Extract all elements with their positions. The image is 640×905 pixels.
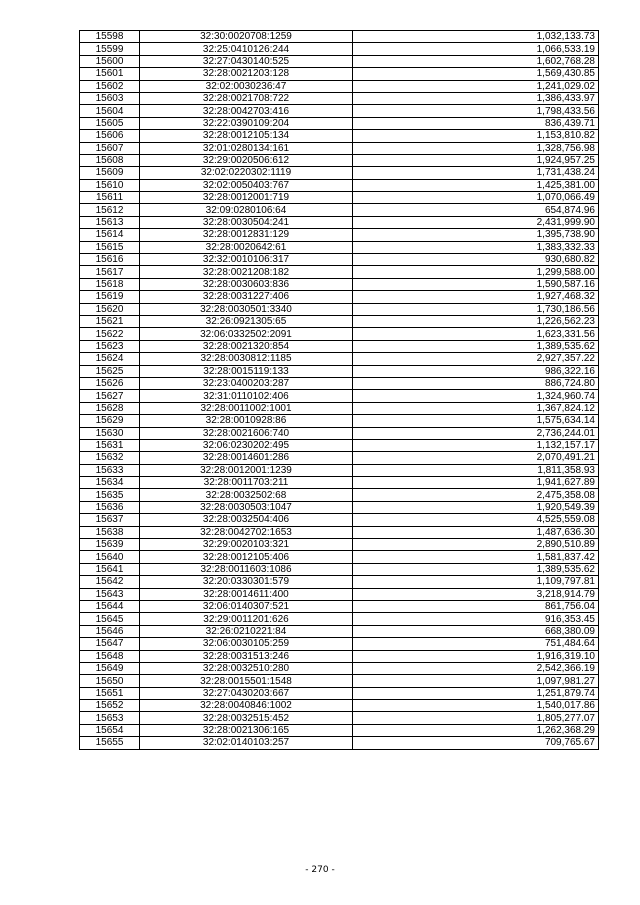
cadastral-number-cell: 32:28:0030501:3340 bbox=[140, 303, 353, 315]
cadastral-number-cell: 32:28:0031513:246 bbox=[140, 650, 353, 662]
cadastral-number-cell: 32:28:0010928:86 bbox=[140, 415, 353, 427]
table-row bbox=[80, 576, 599, 588]
row-id-cell: 15634 bbox=[80, 477, 140, 489]
amount-cell: 1,798,433.56 bbox=[353, 105, 599, 117]
table-row bbox=[80, 712, 599, 724]
table-row bbox=[80, 43, 599, 55]
cadastral-number-cell: 32:06:0230202:495 bbox=[140, 439, 353, 451]
cadastral-number-cell: 32:28:0030812:1185 bbox=[140, 353, 353, 365]
cadastral-number-cell: 32:31:0110102:406 bbox=[140, 390, 353, 402]
row-id-cell: 15636 bbox=[80, 501, 140, 513]
cadastral-number-cell: 32:06:0030105:259 bbox=[140, 638, 353, 650]
row-id-cell: 15640 bbox=[80, 551, 140, 563]
row-id-cell: 15628 bbox=[80, 402, 140, 414]
row-id-cell: 15652 bbox=[80, 700, 140, 712]
row-id-cell: 15625 bbox=[80, 365, 140, 377]
table-row bbox=[80, 687, 599, 699]
table-row bbox=[80, 724, 599, 736]
amount-cell: 1,389,535.62 bbox=[353, 563, 599, 575]
cadastral-number-cell: 32:28:0012105:406 bbox=[140, 551, 353, 563]
row-id-cell: 15654 bbox=[80, 724, 140, 736]
row-id-cell: 15641 bbox=[80, 563, 140, 575]
table-row bbox=[80, 291, 599, 303]
cadastral-number-cell: 32:26:0210221:84 bbox=[140, 625, 353, 637]
amount-cell: 1,811,358.93 bbox=[353, 464, 599, 476]
cadastral-number-cell: 32:28:0032504:406 bbox=[140, 514, 353, 526]
amount-cell: 1,731,438.24 bbox=[353, 167, 599, 179]
table-row bbox=[80, 142, 599, 154]
table-row bbox=[80, 464, 599, 476]
amount-cell: 2,542,366.19 bbox=[353, 662, 599, 674]
table-row bbox=[80, 551, 599, 563]
row-id-cell: 15620 bbox=[80, 303, 140, 315]
table-row bbox=[80, 216, 599, 228]
cadastral-number-cell: 32:28:0012105:134 bbox=[140, 130, 353, 142]
row-id-cell: 15619 bbox=[80, 291, 140, 303]
table-row bbox=[80, 415, 599, 427]
cadastral-number-cell: 32:28:0030504:241 bbox=[140, 216, 353, 228]
cadastral-number-cell: 32:28:0021306:165 bbox=[140, 724, 353, 736]
row-id-cell: 15632 bbox=[80, 452, 140, 464]
table-row bbox=[80, 514, 599, 526]
table-row bbox=[80, 31, 599, 43]
row-id-cell: 15618 bbox=[80, 278, 140, 290]
table-row bbox=[80, 68, 599, 80]
cadastral-number-cell: 32:32:0010106:317 bbox=[140, 254, 353, 266]
table-row bbox=[80, 439, 599, 451]
row-id-cell: 15629 bbox=[80, 415, 140, 427]
amount-cell: 1,924,957.25 bbox=[353, 154, 599, 166]
table-row bbox=[80, 588, 599, 600]
cadastral-number-cell: 32:20:0330301:579 bbox=[140, 576, 353, 588]
table-row bbox=[80, 477, 599, 489]
row-id-cell: 15627 bbox=[80, 390, 140, 402]
row-id-cell: 15623 bbox=[80, 340, 140, 352]
table-row bbox=[80, 80, 599, 92]
amount-cell: 930,680.82 bbox=[353, 254, 599, 266]
row-id-cell: 15622 bbox=[80, 328, 140, 340]
table-row bbox=[80, 266, 599, 278]
table-row bbox=[80, 179, 599, 191]
row-id-cell: 15614 bbox=[80, 229, 140, 241]
table-row bbox=[80, 539, 599, 551]
row-id-cell: 15616 bbox=[80, 254, 140, 266]
row-id-cell: 15648 bbox=[80, 650, 140, 662]
table-row bbox=[80, 340, 599, 352]
amount-cell: 1,730,186.56 bbox=[353, 303, 599, 315]
row-id-cell: 15610 bbox=[80, 179, 140, 191]
amount-cell: 2,890,510.89 bbox=[353, 539, 599, 551]
table-row bbox=[80, 377, 599, 389]
table-row bbox=[80, 563, 599, 575]
amount-cell: 886,724.80 bbox=[353, 377, 599, 389]
table-row bbox=[80, 700, 599, 712]
cadastral-number-cell: 32:27:0430203:667 bbox=[140, 687, 353, 699]
table-row bbox=[80, 55, 599, 67]
row-id-cell: 15601 bbox=[80, 68, 140, 80]
cadastral-number-cell: 32:28:0032515:452 bbox=[140, 712, 353, 724]
row-id-cell: 15600 bbox=[80, 55, 140, 67]
table-row bbox=[80, 254, 599, 266]
amount-cell: 916,353.45 bbox=[353, 613, 599, 625]
cadastral-number-cell: 32:28:0032502:68 bbox=[140, 489, 353, 501]
table-body bbox=[80, 31, 599, 750]
cadastral-number-cell: 32:22:0390109:204 bbox=[140, 117, 353, 129]
row-id-cell: 15643 bbox=[80, 588, 140, 600]
cadastral-number-cell: 32:28:0042703:416 bbox=[140, 105, 353, 117]
table-row bbox=[80, 105, 599, 117]
row-id-cell: 15631 bbox=[80, 439, 140, 451]
cadastral-number-cell: 32:01:0280134:161 bbox=[140, 142, 353, 154]
row-id-cell: 15613 bbox=[80, 216, 140, 228]
table-row bbox=[80, 278, 599, 290]
table-row bbox=[80, 365, 599, 377]
row-id-cell: 15650 bbox=[80, 675, 140, 687]
amount-cell: 1,132,157.17 bbox=[353, 439, 599, 451]
table-row bbox=[80, 229, 599, 241]
amount-cell: 1,070,066.49 bbox=[353, 192, 599, 204]
amount-cell: 836,439.71 bbox=[353, 117, 599, 129]
amount-cell: 1,425,381.00 bbox=[353, 179, 599, 191]
row-id-cell: 15647 bbox=[80, 638, 140, 650]
amount-cell: 1,226,562.23 bbox=[353, 315, 599, 327]
amount-cell: 1,383,332.33 bbox=[353, 241, 599, 253]
amount-cell: 1,941,627.89 bbox=[353, 477, 599, 489]
cadastral-number-cell: 32:28:0011703:211 bbox=[140, 477, 353, 489]
cadastral-number-cell: 32:28:0021708:722 bbox=[140, 92, 353, 104]
cadastral-number-cell: 32:28:0015119:133 bbox=[140, 365, 353, 377]
amount-cell: 2,736,244.01 bbox=[353, 427, 599, 439]
table-row bbox=[80, 92, 599, 104]
table-row bbox=[80, 638, 599, 650]
data-table bbox=[79, 30, 599, 750]
table-row bbox=[80, 501, 599, 513]
table-row bbox=[80, 303, 599, 315]
row-id-cell: 15621 bbox=[80, 315, 140, 327]
cadastral-number-cell: 32:27:0430140:525 bbox=[140, 55, 353, 67]
cadastral-number-cell: 32:06:0332502:2091 bbox=[140, 328, 353, 340]
row-id-cell: 15606 bbox=[80, 130, 140, 142]
amount-cell: 2,431,999.90 bbox=[353, 216, 599, 228]
cadastral-number-cell: 32:28:0012001:719 bbox=[140, 192, 353, 204]
cadastral-number-cell: 32:28:0021208:182 bbox=[140, 266, 353, 278]
table-row bbox=[80, 625, 599, 637]
row-id-cell: 15612 bbox=[80, 204, 140, 216]
cadastral-number-cell: 32:09:0280106:64 bbox=[140, 204, 353, 216]
table-row bbox=[80, 167, 599, 179]
table-row bbox=[80, 452, 599, 464]
table-row bbox=[80, 241, 599, 253]
row-id-cell: 15607 bbox=[80, 142, 140, 154]
table-row bbox=[80, 192, 599, 204]
row-id-cell: 15630 bbox=[80, 427, 140, 439]
amount-cell: 668,380.09 bbox=[353, 625, 599, 637]
cadastral-number-cell: 32:28:0042702:1653 bbox=[140, 526, 353, 538]
row-id-cell: 15603 bbox=[80, 92, 140, 104]
table-row bbox=[80, 737, 599, 749]
row-id-cell: 15653 bbox=[80, 712, 140, 724]
amount-cell: 1,927,468.32 bbox=[353, 291, 599, 303]
amount-cell: 1,590,587.16 bbox=[353, 278, 599, 290]
table-row bbox=[80, 600, 599, 612]
row-id-cell: 15604 bbox=[80, 105, 140, 117]
amount-cell: 2,070,491.21 bbox=[353, 452, 599, 464]
row-id-cell: 15605 bbox=[80, 117, 140, 129]
row-id-cell: 15624 bbox=[80, 353, 140, 365]
cadastral-number-cell: 32:28:0011603:1086 bbox=[140, 563, 353, 575]
amount-cell: 1,299,588.00 bbox=[353, 266, 599, 278]
row-id-cell: 15598 bbox=[80, 31, 140, 43]
row-id-cell: 15645 bbox=[80, 613, 140, 625]
cadastral-number-cell: 32:28:0014601:286 bbox=[140, 452, 353, 464]
row-id-cell: 15637 bbox=[80, 514, 140, 526]
amount-cell: 1,153,810.82 bbox=[353, 130, 599, 142]
amount-cell: 1,251,879.74 bbox=[353, 687, 599, 699]
row-id-cell: 15639 bbox=[80, 539, 140, 551]
row-id-cell: 15646 bbox=[80, 625, 140, 637]
table-row bbox=[80, 613, 599, 625]
table-row bbox=[80, 675, 599, 687]
amount-cell: 1,916,319.10 bbox=[353, 650, 599, 662]
cadastral-number-cell: 32:28:0031227:406 bbox=[140, 291, 353, 303]
amount-cell: 1,389,535.62 bbox=[353, 340, 599, 352]
cadastral-number-cell: 32:28:0021203:128 bbox=[140, 68, 353, 80]
row-id-cell: 15611 bbox=[80, 192, 140, 204]
table-row bbox=[80, 117, 599, 129]
cadastral-number-cell: 32:28:0015501:1548 bbox=[140, 675, 353, 687]
cadastral-number-cell: 32:29:0020506:612 bbox=[140, 154, 353, 166]
table-row bbox=[80, 328, 599, 340]
amount-cell: 1,569,430.85 bbox=[353, 68, 599, 80]
amount-cell: 1,241,029.02 bbox=[353, 80, 599, 92]
amount-cell: 1,623,331.56 bbox=[353, 328, 599, 340]
amount-cell: 2,475,358.08 bbox=[353, 489, 599, 501]
amount-cell: 1,066,533.19 bbox=[353, 43, 599, 55]
cadastral-number-cell: 32:28:0021606:740 bbox=[140, 427, 353, 439]
amount-cell: 1,602,768.28 bbox=[353, 55, 599, 67]
cadastral-number-cell: 32:28:0040846:1002 bbox=[140, 700, 353, 712]
cadastral-number-cell: 32:02:0220302:1119 bbox=[140, 167, 353, 179]
row-id-cell: 15642 bbox=[80, 576, 140, 588]
amount-cell: 4,525,559.08 bbox=[353, 514, 599, 526]
row-id-cell: 15644 bbox=[80, 600, 140, 612]
amount-cell: 1,367,824.12 bbox=[353, 402, 599, 414]
cadastral-number-cell: 32:28:0030603:836 bbox=[140, 278, 353, 290]
row-id-cell: 15635 bbox=[80, 489, 140, 501]
row-id-cell: 15638 bbox=[80, 526, 140, 538]
row-id-cell: 15602 bbox=[80, 80, 140, 92]
table-row bbox=[80, 650, 599, 662]
amount-cell: 1,805,277.07 bbox=[353, 712, 599, 724]
row-id-cell: 15615 bbox=[80, 241, 140, 253]
row-id-cell: 15617 bbox=[80, 266, 140, 278]
row-id-cell: 15599 bbox=[80, 43, 140, 55]
cadastral-number-cell: 32:30:0020708:1259 bbox=[140, 31, 353, 43]
cadastral-number-cell: 32:28:0014611:400 bbox=[140, 588, 353, 600]
amount-cell: 1,097,981.27 bbox=[353, 675, 599, 687]
amount-cell: 1,328,756.98 bbox=[353, 142, 599, 154]
amount-cell: 1,575,634.14 bbox=[353, 415, 599, 427]
row-id-cell: 15655 bbox=[80, 737, 140, 749]
cadastral-number-cell: 32:29:0011201:626 bbox=[140, 613, 353, 625]
amount-cell: 1,487,636.30 bbox=[353, 526, 599, 538]
amount-cell: 1,581,837.42 bbox=[353, 551, 599, 563]
amount-cell: 751,484.64 bbox=[353, 638, 599, 650]
cadastral-number-cell: 32:26:0921305:65 bbox=[140, 315, 353, 327]
row-id-cell: 15626 bbox=[80, 377, 140, 389]
cadastral-number-cell: 32:29:0020103:321 bbox=[140, 539, 353, 551]
table-row bbox=[80, 526, 599, 538]
cadastral-number-cell: 32:28:0011002:1001 bbox=[140, 402, 353, 414]
page-number: - 270 - bbox=[305, 865, 335, 875]
cadastral-number-cell: 32:06:0140307:521 bbox=[140, 600, 353, 612]
table-row bbox=[80, 204, 599, 216]
cadastral-number-cell: 32:28:0020642:61 bbox=[140, 241, 353, 253]
table-row bbox=[80, 390, 599, 402]
table-row bbox=[80, 130, 599, 142]
table-row bbox=[80, 402, 599, 414]
table-row bbox=[80, 489, 599, 501]
amount-cell: 1,032,133.73 bbox=[353, 31, 599, 43]
row-id-cell: 15651 bbox=[80, 687, 140, 699]
amount-cell: 1,109,797.81 bbox=[353, 576, 599, 588]
amount-cell: 1,920,549.39 bbox=[353, 501, 599, 513]
row-id-cell: 15649 bbox=[80, 662, 140, 674]
amount-cell: 1,540,017.86 bbox=[353, 700, 599, 712]
row-id-cell: 15609 bbox=[80, 167, 140, 179]
amount-cell: 1,395,738.90 bbox=[353, 229, 599, 241]
amount-cell: 861,756.04 bbox=[353, 600, 599, 612]
cadastral-number-cell: 32:02:0030236:47 bbox=[140, 80, 353, 92]
amount-cell: 709,765.67 bbox=[353, 737, 599, 749]
cadastral-number-cell: 32:28:0030503:1047 bbox=[140, 501, 353, 513]
table-row bbox=[80, 154, 599, 166]
table-row bbox=[80, 315, 599, 327]
table-row bbox=[80, 427, 599, 439]
row-id-cell: 15608 bbox=[80, 154, 140, 166]
table-row bbox=[80, 353, 599, 365]
cadastral-number-cell: 32:28:0012001:1239 bbox=[140, 464, 353, 476]
cadastral-number-cell: 32:02:0050403:767 bbox=[140, 179, 353, 191]
cadastral-number-cell: 32:02:0140103:257 bbox=[140, 737, 353, 749]
cadastral-number-cell: 32:25:0410126:244 bbox=[140, 43, 353, 55]
table-row bbox=[80, 662, 599, 674]
amount-cell: 1,324,960.74 bbox=[353, 390, 599, 402]
cadastral-number-cell: 32:28:0012831:129 bbox=[140, 229, 353, 241]
cadastral-number-cell: 32:28:0021320:854 bbox=[140, 340, 353, 352]
row-id-cell: 15633 bbox=[80, 464, 140, 476]
amount-cell: 986,322.16 bbox=[353, 365, 599, 377]
amount-cell: 1,386,433.97 bbox=[353, 92, 599, 104]
amount-cell: 2,927,357.22 bbox=[353, 353, 599, 365]
cadastral-number-cell: 32:28:0032510:280 bbox=[140, 662, 353, 674]
amount-cell: 654,874.96 bbox=[353, 204, 599, 216]
amount-cell: 1,262,368.29 bbox=[353, 724, 599, 736]
amount-cell: 3,218,914.79 bbox=[353, 588, 599, 600]
cadastral-number-cell: 32:23:0400203:287 bbox=[140, 377, 353, 389]
